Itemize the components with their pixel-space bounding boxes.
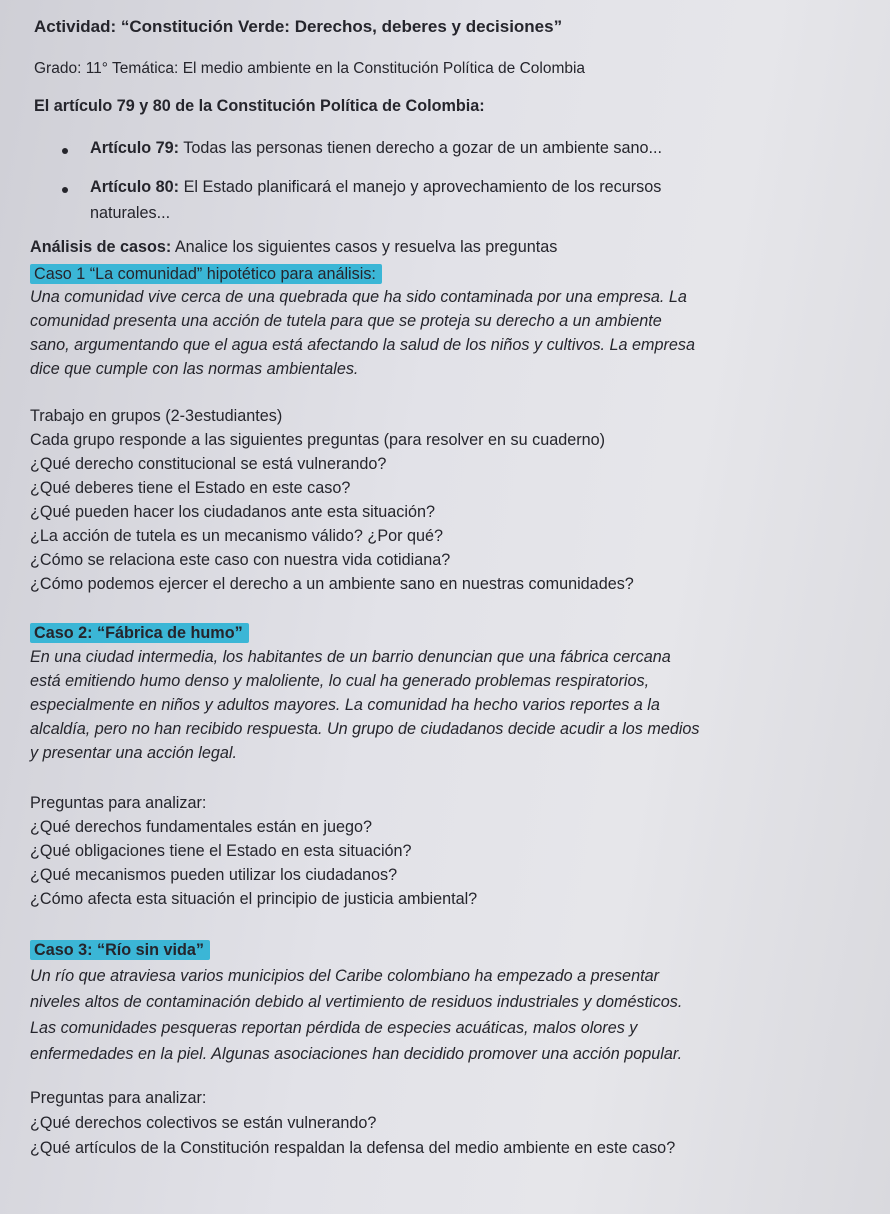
case2-question: ¿Qué obligaciones tiene el Estado en esta situación? bbox=[30, 842, 412, 860]
case2-text-line: está emitiendo humo denso y maloliente, lo cual ha generado problemas respiratorios, bbox=[30, 672, 650, 690]
case1-work-instruction: Cada grupo responde a las siguientes preguntas (para resolver en su cuaderno) bbox=[30, 431, 606, 449]
case1-section bbox=[30, 263, 382, 285]
article-80-label: Artículo 80: bbox=[90, 178, 180, 196]
case1-work-heading: Trabajo en grupos (2-3estudiantes) bbox=[30, 407, 283, 425]
case3-questions-heading: Preguntas para analizar: bbox=[30, 1089, 207, 1107]
article-80-text-continued: naturales... bbox=[90, 204, 171, 222]
case3-text-line: Las comunidades pesqueras reportan pérdida de especies acuáticas, malos olores y bbox=[30, 1019, 638, 1037]
case1-question: ¿La acción de tutela es un mecanismo válido? ¿Por qué? bbox=[30, 527, 444, 545]
grade-label: Grado: bbox=[34, 60, 82, 77]
case1-question: ¿Qué derecho constitucional se está vulnerando? bbox=[30, 455, 387, 473]
case1-question: ¿Qué pueden hacer los ciudadanos ante esta situación? bbox=[30, 503, 435, 521]
article-79-label: Artículo 79: bbox=[90, 139, 180, 157]
case3-question: ¿Qué derechos colectivos se están vulnerando? bbox=[30, 1114, 377, 1132]
case1-text-line: sano, argumentando que el agua está afectando la salud de los niños y cultivos. La empresa bbox=[30, 336, 696, 354]
case1-question: ¿Cómo podemos ejercer el derecho a un ambiente sano en nuestras comunidades? bbox=[30, 575, 634, 593]
article-80-text: El Estado planificará el manejo y aprovechamiento de los recursos bbox=[183, 178, 662, 196]
grade-topic-line bbox=[34, 58, 585, 80]
case1-text-line: Una comunidad vive cerca de una quebrada que ha sido contaminada por una empresa. La bbox=[30, 288, 687, 306]
articles-heading: El artículo 79 y 80 de la Constitución Política de Colombia: bbox=[34, 97, 485, 115]
topic-label: Temática: bbox=[112, 60, 179, 77]
case1-title: Caso 1 “La comunidad” hipotético para análisis: bbox=[30, 264, 382, 284]
article-79 bbox=[90, 137, 662, 159]
case2-question: ¿Cómo afecta esta situación el principio de justicia ambiental? bbox=[30, 890, 478, 908]
case3-title: Caso 3: “Río sin vida” bbox=[30, 940, 210, 960]
case3-text-line: niveles altos de contaminación debido al vertimiento de residuos industriales y domésticos. bbox=[30, 993, 683, 1011]
case2-section bbox=[30, 622, 249, 644]
case2-title: Caso 2: “Fábrica de humo” bbox=[30, 623, 249, 643]
grade-value: 11° bbox=[85, 60, 108, 77]
case2-text-line: especialmente en niños y adultos mayores. La comunidad ha hecho varios reportes a la bbox=[30, 696, 660, 714]
case3-text-line: Un río que atraviesa varios municipios del Caribe colombiano ha empezado a presentar bbox=[30, 967, 659, 985]
case2-text-line: En una ciudad intermedia, los habitantes de un barrio denuncian que una fábrica cercana bbox=[30, 648, 671, 666]
case1-question: ¿Cómo se relaciona este caso con nuestra vida cotidiana? bbox=[30, 551, 451, 569]
case1-question: ¿Qué deberes tiene el Estado en este caso? bbox=[30, 479, 351, 497]
case2-question: ¿Qué derechos fundamentales están en juego? bbox=[30, 818, 372, 836]
case3-question: ¿Qué artículos de la Constitución respaldan la defensa del medio ambiente en este caso? bbox=[30, 1139, 676, 1157]
analysis-text: Analice los siguientes casos y resuelva las preguntas bbox=[174, 238, 558, 256]
page-title: Actividad: “Constitución Verde: Derechos, deberes y decisiones” bbox=[34, 17, 563, 36]
case3-text-line: enfermedades en la piel. Algunas asociaciones han decidido promover una acción popular. bbox=[30, 1045, 683, 1063]
analysis-label: Análisis de casos: bbox=[30, 238, 172, 256]
topic-value: El medio ambiente en la Constitución Política de Colombia bbox=[182, 60, 586, 77]
bullet-icon bbox=[62, 148, 68, 154]
case1-text-line: comunidad presenta una acción de tutela para que se proteja su derecho a un ambiente bbox=[30, 312, 662, 330]
article-80 bbox=[90, 176, 661, 198]
case3-section bbox=[30, 939, 210, 961]
case2-questions-heading: Preguntas para analizar: bbox=[30, 794, 207, 812]
case2-text-line: alcaldía, pero no han recibido respuesta. Un grupo de ciudadanos decide acudir a los medios bbox=[30, 720, 700, 738]
case2-text-line: y presentar una acción legal. bbox=[30, 744, 237, 762]
case2-question: ¿Qué mecanismos pueden utilizar los ciudadanos? bbox=[30, 866, 398, 884]
analysis-intro bbox=[30, 236, 557, 258]
article-79-text: Todas las personas tienen derecho a gozar de un ambiente sano... bbox=[183, 139, 663, 157]
bullet-icon bbox=[62, 187, 68, 193]
case1-text-line: dice que cumple con las normas ambientales. bbox=[30, 360, 359, 378]
